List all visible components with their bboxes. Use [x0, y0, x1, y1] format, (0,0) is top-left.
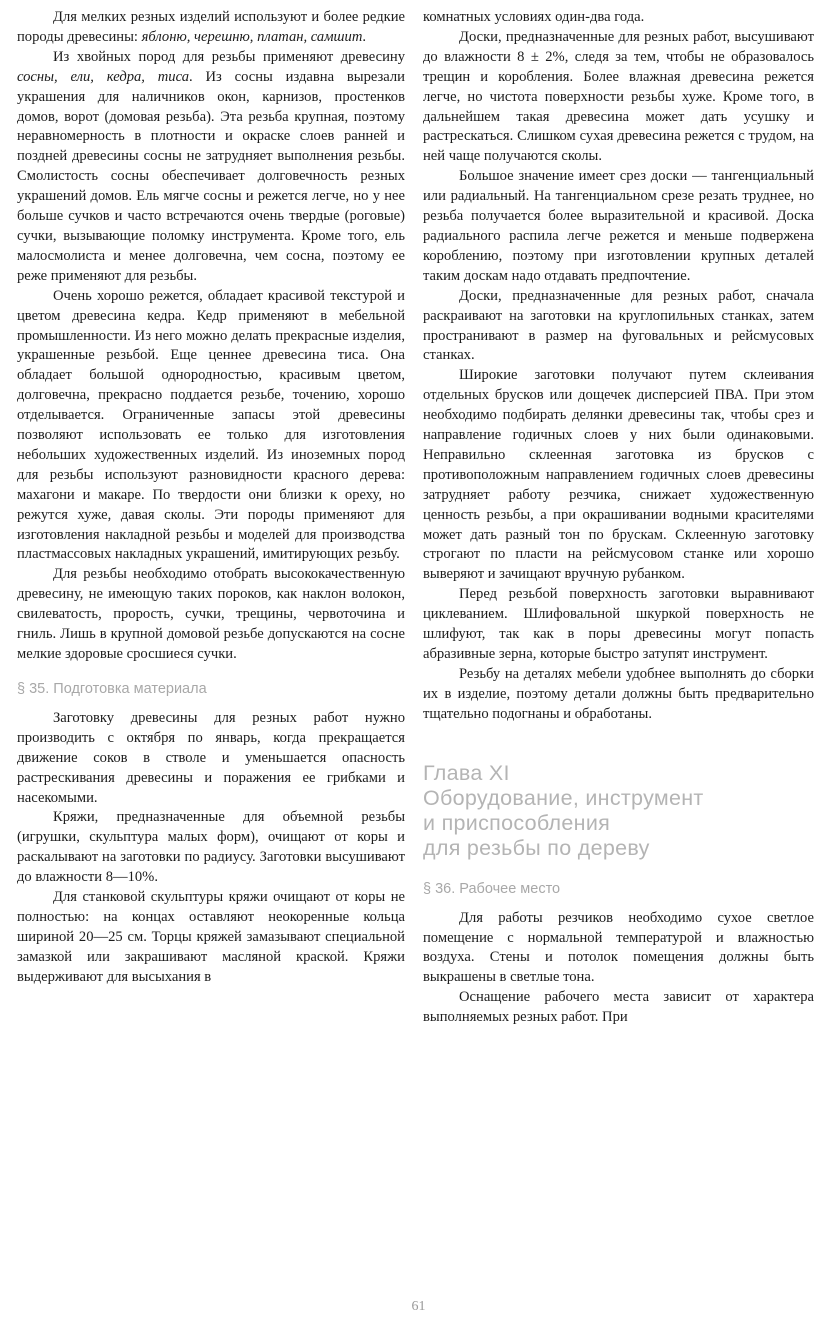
paragraph: Большое значение имеет срез доски — тангенциальный или радиальный. На тангенциальном срезе резать труднее, но резьба получается более выразительной и красивой. Доска радиального распила легче режется и меньше подвержена короблению, поэтому при изготовлении крупных деталей таким доскам надо отдавать предпочтение. [423, 168, 814, 284]
paragraph: Доски, предназначенные для резных работ, сначала раскраивают на заготовки на круглопильных станках, затем пространивают в размер на фуговальных и рейсмусовых станках. [423, 287, 814, 364]
paragraph: Очень хорошо режется, обладает красивой текстурой и цветом древесина кедра. Кедр применяют в мебельной промышленности. Из него можно делать прекрасные изделия, украшенные резьбой. Еще ценнее древесина тиса. Она обладает большой однородностью, красивым цветом, долговечна, прекрасно поддается резьбе, точению, хорошо отделывается. Ограниченные запасы этой древесины позволяют использовать ее только для изготовления небольших художественных изделий. Из иноземных пород для резьбы используют разновидности красного дерева: махагони и макаре. По твердости они близки к ореху, но режутся хуже, давая сколы. Эти породы применяют для изготовления накладной резьбы и моделей для производства пластмассовых накладных украшений, имитирующих резьбу. [17, 287, 405, 563]
chapter-heading [423, 761, 814, 861]
paragraph: Широкие заготовки получают путем склеивания отдельных брусков или дощечек дисперсией ПВА. При этом необходимо подбирать делянки древесины так, чтобы срез и направление годичных слоев у них были одинаковыми. Неправильно склеенная заготовка из брусков с противоположным направлением годичных слоев древесины затрудняет работу резчика, снижает художественную ценность резьбы, а при окрашивании водными красителями может дать разный тон по брускам. Склеенную заготовку строгают по пласти на рейсмусовом станке или хорошо выверяют и зачищают вручную рубанком. [423, 367, 814, 583]
paragraph: Кряжи, предназначенные для объемной резьбы (игрушки, скульптура малых форм), очищают от коры и раскалывают на заготовки по радиусу. Заготовки высушивают до влажности 8—10%. [17, 809, 405, 886]
paragraph: Оснащение рабочего места зависит от характера выполняемых резных работ. При [423, 989, 814, 1026]
emphasis: сосны, ели, кедра, тиса [17, 68, 189, 85]
section-heading-35: § 35. Подготовка материала [17, 680, 207, 697]
section-heading-36: § 36. Рабочее место [423, 880, 561, 897]
chapter-line: Оборудование, инструмент [423, 785, 704, 810]
chapter-line: и приспособления [423, 810, 611, 835]
chapter-line: для резьбы по дереву [423, 835, 650, 860]
paragraph: Заготовку древесины для резных работ нужно производить с октября по январь, когда прекращается движение соков в стволе и уменьшается опасность растрескивания древесины и поражения ее грибками и насекомыми. [17, 709, 405, 806]
paragraph: Резьбу на деталях мебели удобнее выполнять до сборки их в изделие, поэтому детали должны быть предварительно тщательно подогнаны и обработаны. [423, 665, 814, 722]
paragraph: Из хвойных пород для резьбы применяют древесину сосны, ели, кедра, тиса. Из сосны издавна вырезали украшения для наличников окон, карнизов, простенков домов, ворот (домовая резьба). Эта резьба крупная, поэтому неравномерность в плотности и окраске слоев ранней и поздней древесины сосны не затрудняет выполнения резьбы. Смолистость сосны обеспечивает долговечность резных украшений домов. Ель мягче сосны и режется легче, но у нее больше сучков и часто встречаются очень твердые (роговые) сучки, вызывающие поломку инструмента. Кроме того, ель малосмолиста и менее долговечна, чем сосна, поэтому ее реже применяют для резьбы. [17, 48, 405, 284]
emphasis: яблоню, черешню, платан, самшит [141, 28, 363, 45]
paragraph-continued: комнатных условиях один-два года. [423, 9, 645, 25]
paragraph: Для мелких резных изделий используют и более редкие породы древесины: яблоню, черешню, платан, самшит. [17, 9, 405, 45]
chapter-line: Глава XI [423, 760, 510, 785]
left-column [17, 8, 405, 988]
right-column [423, 8, 814, 1028]
page-number: 61 [411, 1299, 426, 1314]
paragraph: Для работы резчиков необходимо сухое светлое помещение с нормальной температурой и влажностью воздуха. Стены и потолок помещения должны быть выкрашены в светлые тона. [423, 909, 814, 986]
paragraph: Для станковой скульптуры кряжи очищают от коры не полностью: на концах оставляют неокоренные кольца шириной 20—25 см. Торцы кряжей замазывают специальной замазкой или закрашивают масляной краской. Кряжи выдерживают для высыхания в [17, 889, 405, 985]
paragraph: Доски, предназначенные для резных работ, высушивают до влажности 8 ± 2%, следя за тем, чтобы не образовалось трещин и коробления. Более влажная древесина режется легче, но чистота поверхности резьбы хуже. Кроме того, в дальнейшем такая древесина может дать усушку и растрескаться. Слишком сухая древесина режется с трудом, на ней чаще получаются сколы. [423, 28, 814, 165]
paragraph: Перед резьбой поверхность заготовки выравнивают циклеванием. Шлифовальной шкуркой поверхность не шлифуют, так как в поры древесины могут попасть абразивные зерна, которые быстро затупят инструмент. [423, 586, 814, 662]
paragraph: Для резьбы необходимо отобрать высококачественную древесину, не имеющую таких пороков, как наклон волокон, свилеватость, прорость, сучки, трещины, червоточина и гниль. Лишь в крупной домовой резьбе допускаются на сосне мелкие здоровые сросшиеся сучки. [17, 566, 405, 662]
